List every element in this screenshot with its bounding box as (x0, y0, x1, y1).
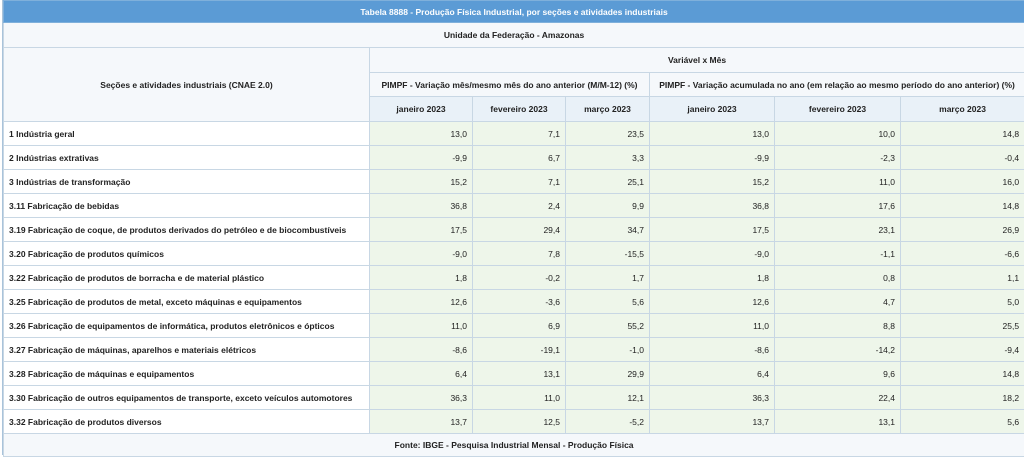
value-cell: -9,0 (650, 242, 775, 266)
value-cell: 11,0 (473, 386, 566, 410)
row-label: 3 Indústrias de transformação (4, 170, 370, 194)
value-cell: 55,2 (566, 314, 650, 338)
unit-header: Unidade da Federação - Amazonas (4, 23, 1024, 48)
table-row (4, 122, 1024, 146)
value-cell: 13,1 (473, 362, 566, 386)
value-cell: 13,0 (650, 122, 775, 146)
value-cell: 6,9 (473, 314, 566, 338)
data-table (3, 0, 1024, 457)
value-cell: 18,2 (901, 386, 1024, 410)
value-cell: 13,1 (775, 410, 901, 434)
value-cell: 5,0 (901, 290, 1024, 314)
row-label: 3.19 Fabricação de coque, de produtos derivados do petróleo e de biocombustíveis (4, 218, 370, 242)
value-cell: 15,2 (650, 170, 775, 194)
value-cell: 17,5 (650, 218, 775, 242)
value-cell: 11,0 (775, 170, 901, 194)
table-container (2, 0, 1023, 455)
value-cell: 9,6 (775, 362, 901, 386)
value-cell: 25,1 (566, 170, 650, 194)
table-row (4, 170, 1024, 194)
row-label: 3.26 Fabricação de equipamentos de informática, produtos eletrônicos e ópticos (4, 314, 370, 338)
table-row (4, 266, 1024, 290)
value-cell: -15,5 (566, 242, 650, 266)
value-cell: -9,9 (650, 146, 775, 170)
value-cell: 25,5 (901, 314, 1024, 338)
table-title: Tabela 8888 - Produção Física Industrial, por seções e atividades industriais (4, 1, 1024, 23)
value-cell: 9,9 (566, 194, 650, 218)
value-cell: 15,2 (370, 170, 473, 194)
value-cell: -14,2 (775, 338, 901, 362)
value-cell: -9,4 (901, 338, 1024, 362)
value-cell: -2,3 (775, 146, 901, 170)
table-row (4, 194, 1024, 218)
value-cell: 8,8 (775, 314, 901, 338)
row-label: 3.20 Fabricação de produtos químicos (4, 242, 370, 266)
source-footer: Fonte: IBGE - Pesquisa Industrial Mensal - Produção Física (4, 434, 1024, 457)
value-cell: 36,8 (370, 194, 473, 218)
value-cell: 36,3 (370, 386, 473, 410)
value-cell: 4,7 (775, 290, 901, 314)
value-cell: 1,8 (370, 266, 473, 290)
value-cell: 26,9 (901, 218, 1024, 242)
value-cell: 14,8 (901, 194, 1024, 218)
value-cell: -8,6 (650, 338, 775, 362)
group-header-monthly: PIMPF - Variação mês/mesmo mês do ano anterior (M/M-12) (%) (370, 73, 650, 97)
value-cell: 12,5 (473, 410, 566, 434)
row-label: 3.25 Fabricação de produtos de metal, exceto máquinas e equipamentos (4, 290, 370, 314)
value-cell: 36,3 (650, 386, 775, 410)
value-cell: 5,6 (901, 410, 1024, 434)
value-cell: 5,6 (566, 290, 650, 314)
value-cell: -6,6 (901, 242, 1024, 266)
value-cell: 36,8 (650, 194, 775, 218)
value-cell: 12,1 (566, 386, 650, 410)
value-cell: 2,4 (473, 194, 566, 218)
month-header: março 2023 (566, 97, 650, 122)
value-cell: -9,9 (370, 146, 473, 170)
table-row (4, 386, 1024, 410)
value-cell: 22,4 (775, 386, 901, 410)
table-row (4, 338, 1024, 362)
value-cell: 23,1 (775, 218, 901, 242)
month-header: fevereiro 2023 (775, 97, 901, 122)
value-cell: -8,6 (370, 338, 473, 362)
month-header: janeiro 2023 (370, 97, 473, 122)
row-label: 3.11 Fabricação de bebidas (4, 194, 370, 218)
value-cell: -1,1 (775, 242, 901, 266)
value-cell: 7,1 (473, 122, 566, 146)
value-cell: -19,1 (473, 338, 566, 362)
value-cell: -1,0 (566, 338, 650, 362)
value-cell: 14,8 (901, 362, 1024, 386)
value-cell: 6,7 (473, 146, 566, 170)
table-row (4, 146, 1024, 170)
value-cell: 34,7 (566, 218, 650, 242)
month-header: fevereiro 2023 (473, 97, 566, 122)
value-cell: 23,5 (566, 122, 650, 146)
value-cell: 29,4 (473, 218, 566, 242)
value-cell: 13,0 (370, 122, 473, 146)
value-cell: -0,4 (901, 146, 1024, 170)
value-cell: 3,3 (566, 146, 650, 170)
month-header: janeiro 2023 (650, 97, 775, 122)
value-cell: 1,7 (566, 266, 650, 290)
value-cell: 14,8 (901, 122, 1024, 146)
value-cell: 6,4 (370, 362, 473, 386)
row-header: Seções e atividades industriais (CNAE 2.0) (4, 48, 370, 122)
row-label: 1 Indústria geral (4, 122, 370, 146)
row-label: 3.30 Fabricação de outros equipamentos de transporte, exceto veículos automotores (4, 386, 370, 410)
table-row (4, 218, 1024, 242)
row-label: 3.32 Fabricação de produtos diversos (4, 410, 370, 434)
value-cell: 17,5 (370, 218, 473, 242)
table-row (4, 362, 1024, 386)
value-cell: 11,0 (650, 314, 775, 338)
row-label: 3.22 Fabricação de produtos de borracha e de material plástico (4, 266, 370, 290)
value-cell: 11,0 (370, 314, 473, 338)
value-cell: -3,6 (473, 290, 566, 314)
value-cell: 7,1 (473, 170, 566, 194)
table-row (4, 314, 1024, 338)
row-label: 3.27 Fabricação de máquinas, aparelhos e materiais elétricos (4, 338, 370, 362)
value-cell: 12,6 (370, 290, 473, 314)
value-cell: 13,7 (370, 410, 473, 434)
value-cell: 13,7 (650, 410, 775, 434)
value-cell: 6,4 (650, 362, 775, 386)
value-cell: 16,0 (901, 170, 1024, 194)
month-header: março 2023 (901, 97, 1024, 122)
value-cell: 0,8 (775, 266, 901, 290)
value-cell: 17,6 (775, 194, 901, 218)
table-row (4, 410, 1024, 434)
value-cell: 1,8 (650, 266, 775, 290)
row-label: 2 Indústrias extrativas (4, 146, 370, 170)
value-cell: -0,2 (473, 266, 566, 290)
variable-header: Variável x Mês (370, 48, 1024, 73)
value-cell: 29,9 (566, 362, 650, 386)
value-cell: 10,0 (775, 122, 901, 146)
table-row (4, 242, 1024, 266)
value-cell: -9,0 (370, 242, 473, 266)
value-cell: -5,2 (566, 410, 650, 434)
group-header-accumulated: PIMPF - Variação acumulada no ano (em relação ao mesmo período do ano anterior) (%) (650, 73, 1024, 97)
value-cell: 12,6 (650, 290, 775, 314)
table-row (4, 290, 1024, 314)
row-label: 3.28 Fabricação de máquinas e equipamentos (4, 362, 370, 386)
value-cell: 1,1 (901, 266, 1024, 290)
value-cell: 7,8 (473, 242, 566, 266)
